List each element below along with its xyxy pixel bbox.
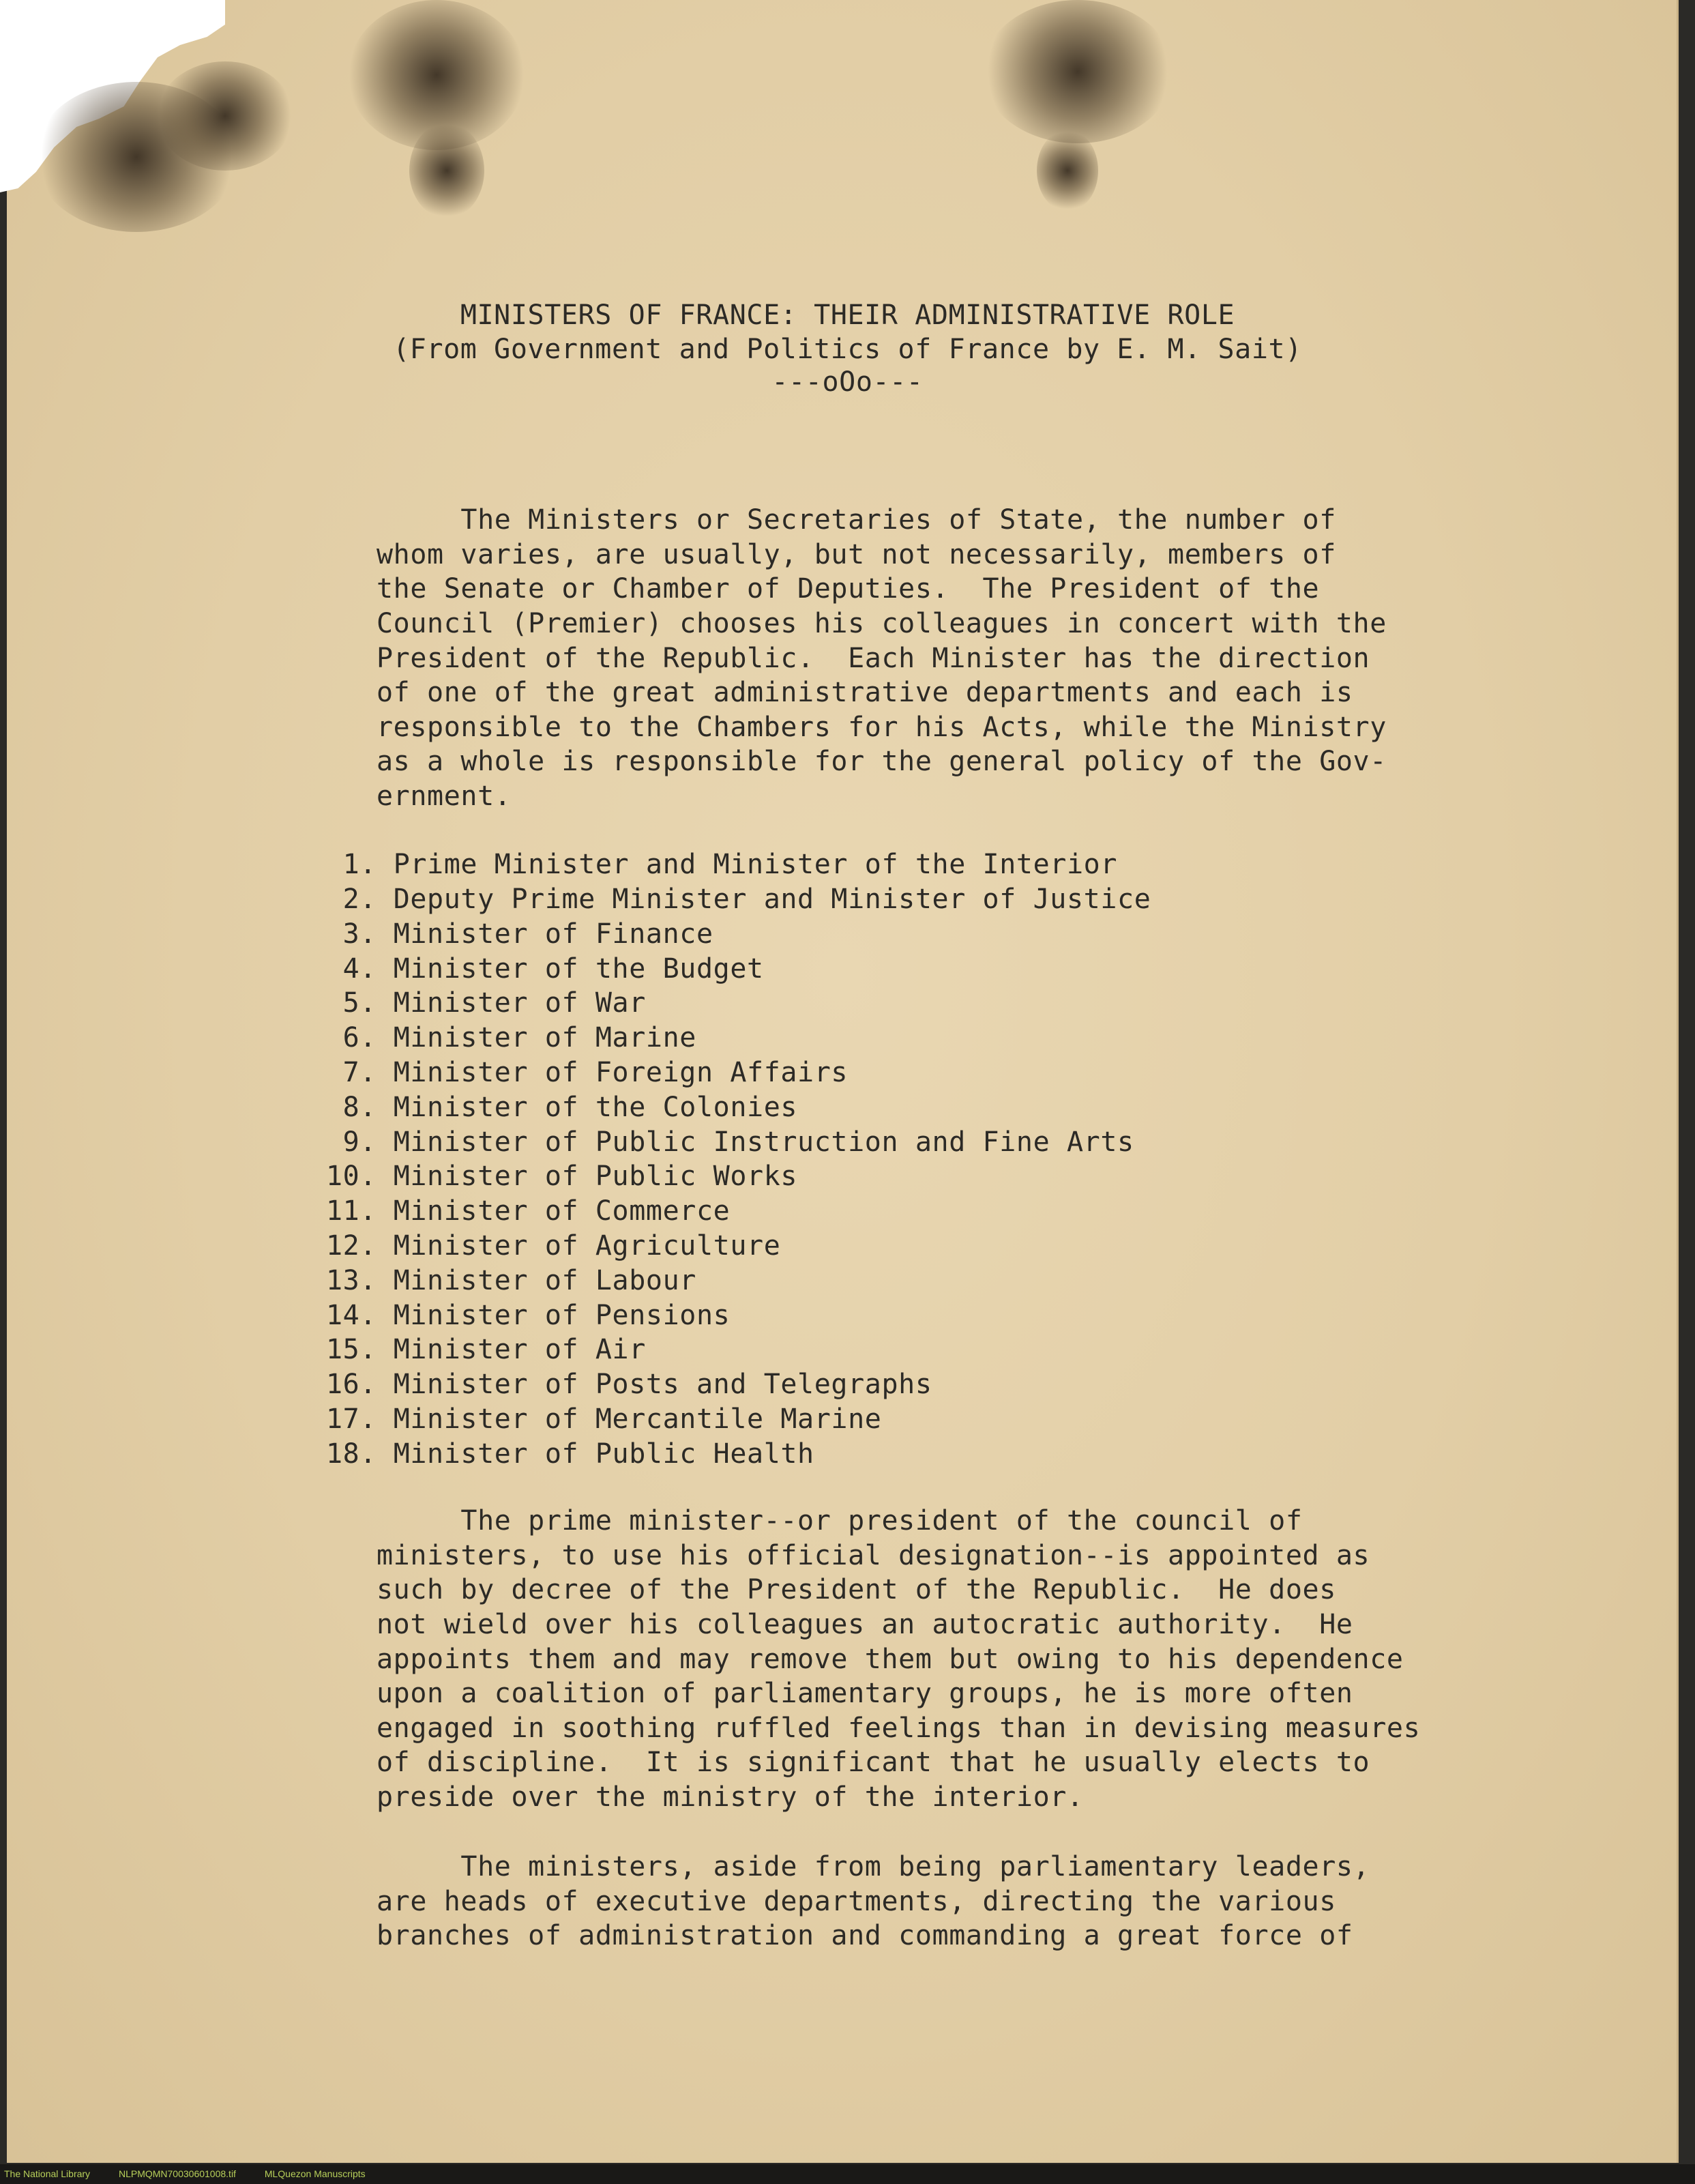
- list-item: [308, 1367, 1151, 1402]
- list-item-number: 4.: [342, 952, 377, 985]
- text-line: President of the Republic. Each Minister has the direction: [377, 642, 1370, 674]
- list-item: [308, 1194, 1151, 1229]
- footer-file: NLPMQMN70030601008.tif: [118, 2168, 236, 2179]
- list-item: [308, 986, 1151, 1021]
- list-item: [308, 1090, 1151, 1125]
- list-item-number: 12.: [325, 1229, 377, 1262]
- ministers-list: [308, 778, 1151, 1506]
- list-item-number: 6.: [342, 1022, 377, 1054]
- list-item-number: 16.: [325, 1369, 377, 1401]
- list-item-name: Deputy Prime Minister and Minister of Justice: [393, 883, 1151, 915]
- list-item-name: Minister of Public Instruction and Fine Arts: [393, 1126, 1134, 1158]
- list-item-name: Minister of Air: [393, 1334, 646, 1366]
- list-item-name: Minister of Marine: [393, 1022, 696, 1054]
- list-item-number: 7.: [342, 1056, 377, 1088]
- list-item: [308, 1402, 1151, 1437]
- text-line: engaged in soothing ruffled feelings than in devising measures: [377, 1712, 1421, 1744]
- document-title: MINISTERS OF FRANCE: THEIR ADMINISTRATIVE ROLE: [460, 300, 1235, 331]
- scan-footer: [0, 2164, 1695, 2184]
- list-item-name: Minister of War: [393, 987, 646, 1019]
- paragraph-3-lines: [377, 1850, 1370, 1953]
- burn-stain: [982, 0, 1173, 143]
- text-line: responsible to the Chambers for his Acts, while the Ministry: [377, 711, 1387, 743]
- list-item-number: 17.: [325, 1403, 377, 1435]
- list-item-number: 3.: [342, 918, 377, 950]
- text-line: are heads of executive departments, directing the various: [377, 1885, 1336, 1917]
- text-line: upon a coalition of parliamentary groups, he is more often: [377, 1678, 1353, 1710]
- list-item-name: Minister of Agriculture: [393, 1229, 781, 1262]
- text-line: The Ministers or Secretaries of State, the number of: [377, 504, 1336, 536]
- list-item: [308, 882, 1151, 917]
- list-item-number: 8.: [342, 1091, 377, 1123]
- list-item-name: Minister of Foreign Affairs: [393, 1056, 849, 1088]
- list-item-number: 15.: [325, 1334, 377, 1366]
- list-item: [308, 1159, 1151, 1194]
- list-item-number: 14.: [325, 1299, 377, 1331]
- list-item-name: Minister of the Budget: [393, 952, 764, 985]
- list-item: [308, 1229, 1151, 1264]
- list-item: [308, 1298, 1151, 1333]
- paragraph-3: [377, 1781, 1370, 1988]
- list-item-name: Minister of Labour: [393, 1264, 696, 1296]
- list-item: [308, 1125, 1151, 1160]
- list-item-number: 18.: [325, 1438, 377, 1470]
- text-line: whom varies, are usually, but not necessarily, members of: [377, 538, 1336, 570]
- list-item-name: Minister of Commerce: [393, 1195, 731, 1227]
- text-line: of discipline. It is significant that he usually elects to: [377, 1747, 1370, 1779]
- ministers-list-items: [308, 847, 1151, 1471]
- list-item: [308, 1264, 1151, 1298]
- list-item-name: Minister of the Colonies: [393, 1091, 798, 1123]
- paragraph-1-lines: [377, 503, 1387, 813]
- list-item-name: Minister of Public Works: [393, 1161, 798, 1193]
- text-line: such by decree of the President of the Republic. He does: [377, 1574, 1336, 1606]
- list-item: [308, 847, 1151, 882]
- list-item-name: Minister of Public Health: [393, 1438, 814, 1470]
- list-item: [308, 1055, 1151, 1090]
- burn-stain: [409, 123, 484, 218]
- text-line: of one of the great administrative departments and each is: [377, 677, 1353, 709]
- footer-library: The National Library: [4, 2168, 91, 2179]
- list-item: [308, 1333, 1151, 1367]
- list-item-number: 5.: [342, 987, 377, 1019]
- list-item-number: 13.: [325, 1264, 377, 1296]
- text-line: preside over the ministry of the interior.: [377, 1781, 1084, 1813]
- burn-stain: [1037, 130, 1098, 212]
- text-line: ministers, to use his official designation--is appointed as: [377, 1539, 1370, 1571]
- list-item-name: Minister of Posts and Telegraphs: [393, 1369, 932, 1401]
- list-item-number: 9.: [342, 1126, 377, 1158]
- list-item: [308, 917, 1151, 952]
- list-item-name: Minister of Finance: [393, 918, 713, 950]
- list-item: [308, 952, 1151, 987]
- text-line: ernment.: [377, 780, 512, 812]
- list-item-number: 11.: [325, 1195, 377, 1227]
- paragraph-2-lines: [377, 1504, 1420, 1814]
- list-item-number: 2.: [342, 883, 377, 915]
- text-line: The prime minister--or president of the council of: [377, 1505, 1303, 1537]
- burn-stain: [157, 61, 293, 171]
- text-line: Council (Premier) chooses his colleagues in concert with the: [377, 607, 1387, 639]
- text-line: as a whole is responsible for the general policy of the Gov-: [377, 746, 1387, 778]
- document-subtitle: (From Government and Politics of France by E. M. Sait): [393, 334, 1302, 365]
- list-item-number: 10.: [325, 1161, 377, 1193]
- list-item-name: Prime Minister and Minister of the Interior: [393, 849, 1118, 881]
- list-item-name: Minister of Mercantile Marine: [393, 1403, 882, 1435]
- list-item: [308, 1021, 1151, 1055]
- text-line: not wield over his colleagues an autocratic authority. He: [377, 1608, 1353, 1640]
- text-line: the Senate or Chamber of Deputies. The President of the: [377, 573, 1320, 605]
- footer-collection: MLQuezon Manuscripts: [264, 2168, 366, 2179]
- text-line: branches of administration and commanding a great force of: [377, 1920, 1353, 1952]
- list-item-name: Minister of Pensions: [393, 1299, 731, 1331]
- text-line: appoints them and may remove them but owing to his dependence: [377, 1643, 1404, 1675]
- list-item-number: 1.: [342, 849, 377, 881]
- text-line: The ministers, aside from being parliamentary leaders,: [377, 1851, 1370, 1883]
- title-separator: ---oOo---: [771, 366, 924, 398]
